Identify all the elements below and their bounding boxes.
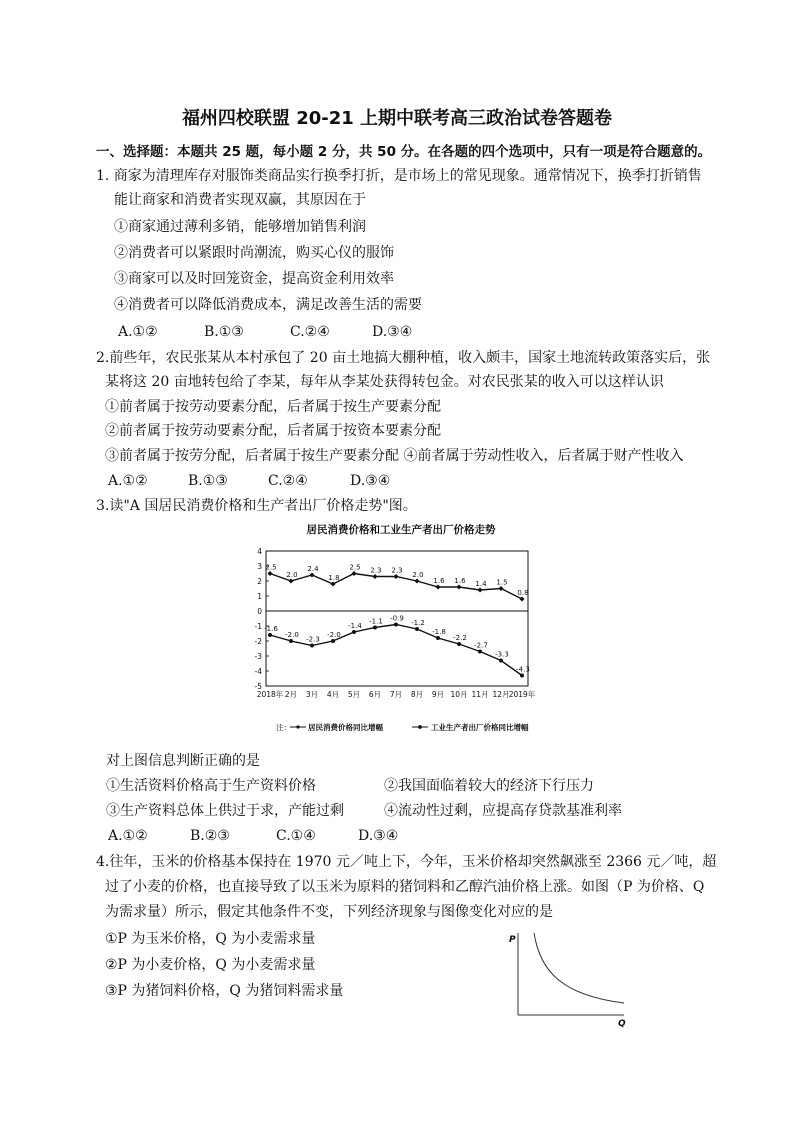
q4-item-2: ②P 为小麦价格，Q 为小麦需求量 [105, 957, 316, 973]
q2-item-1: ①前者属于按劳动要素分配，后者属于按生产要素分配 [105, 399, 441, 415]
series-1-point [414, 578, 419, 583]
q4-stem-line1: 4.往年，玉米的价格基本保持在 1970 元／吨上下，今年，玉米价格却突然飙涨至 2366 元／吨，超 [96, 854, 717, 870]
q3-item-2: ②我国面临着较大的经济下行压力 [384, 778, 594, 794]
y-tick-label: -4 [254, 667, 262, 676]
q3-option-a: A.①② [108, 828, 148, 844]
series-line-2 [270, 625, 522, 676]
y-tick-label: 0 [257, 607, 262, 616]
x-tick-label: 8月 [410, 690, 424, 699]
demand-curve-graph [500, 925, 640, 1030]
y-tick-label: 1 [257, 592, 262, 601]
series-1-data-label: 1.6 [433, 577, 445, 585]
series-2-data-label: -1.1 [369, 617, 383, 626]
y-tick-label: -5 [254, 682, 262, 691]
x-tick-label: 4月 [326, 690, 340, 699]
series-2-point [268, 633, 272, 637]
q4-stem-line3: 为需求量）所示，假定其他条件不变，下列经济现象与图像变化对应的是 [105, 904, 553, 920]
q2-item-2: ②前者属于按劳动要素分配，后者属于按资本要素分配 [105, 423, 441, 439]
q3-question: 对上图信息判断正确的是 [106, 753, 260, 769]
series-1-data-label: 1.4 [475, 580, 487, 588]
series-2-data-label: -2.3 [306, 635, 320, 644]
series-1-point [330, 581, 335, 586]
x-tick-label: 7月 [389, 690, 403, 699]
series-2-data-label: -1.4 [348, 622, 362, 630]
y-tick-label: 4 [257, 547, 262, 556]
series-2-data-label: -2.7 [474, 641, 488, 650]
q4-item-3: ③P 为猪饲料价格，Q 为猪饲料需求量 [105, 983, 344, 999]
series-2-data-label: -2.0 [285, 631, 299, 639]
q4-stem-line2: 过了小麦的价格，也直接导致了以玉米为原料的猪饲料和乙醇汽油价格上涨。如图（P 为价格、Q [105, 879, 705, 895]
series-1-data-label: 2.3 [370, 566, 382, 575]
chart-legend-series-1: 居民消费价格同比增幅 [308, 723, 383, 732]
series-1-data-label: 0.8 [517, 589, 529, 597]
series-1-point [393, 574, 398, 579]
price-trend-chart [246, 518, 556, 738]
x-tick-label: 2018年 [256, 690, 284, 699]
series-2-data-label: -1.2 [411, 619, 425, 627]
series-1-point [309, 572, 314, 577]
q1-stem-line1: 1. 商家为清理库存对服饰类商品实行换季打折，是市场上的常见现象。通常情况下，换季打折销售 [96, 168, 702, 184]
q3-item-1: ①生活资料价格高于生产资料价格 [106, 778, 316, 794]
q4-item-1: ①P 为玉米价格，Q 为小麦需求量 [105, 931, 316, 947]
x-tick-label: 9月 [431, 690, 445, 699]
q1-option-b: B.①③ [204, 324, 244, 340]
series-1-data-label: 1.8 [328, 574, 340, 582]
series-2-data-label: -3.3 [495, 650, 509, 659]
series-1-data-label: 1.6 [454, 577, 466, 585]
chart-title: 居民消费价格和工业生产者出厂价格走势 [306, 524, 496, 536]
x-tick-label: 11月 [471, 690, 489, 699]
series-1-point [351, 571, 356, 576]
series-2-point [394, 623, 398, 627]
graph-demand-curve [534, 933, 624, 1003]
graph-p-label: P [509, 935, 516, 945]
series-1-point [288, 578, 293, 583]
series-2-point [415, 627, 419, 631]
series-1-point [498, 586, 503, 591]
q1-option-c: C.②④ [290, 324, 330, 340]
q1-item-2: ②消费者可以紧跟时尚潮流，购买心仪的服饰 [114, 245, 394, 261]
q1-stem-line2: 能让商家和消费者实现双赢，其原因在于 [114, 192, 366, 208]
q2-option-c: C.②④ [268, 473, 308, 489]
series-1-data-label: 2.3 [391, 566, 403, 575]
y-tick-label: -1 [254, 622, 262, 631]
y-tick-label: 2 [257, 577, 262, 586]
series-1-data-label: 2.0 [412, 571, 424, 579]
series-2-data-label: -2.2 [453, 634, 467, 642]
series-2-point [436, 636, 440, 640]
page-title: 福州四校联盟 20-21 上期中联考高三政治试卷答题卷 [181, 108, 613, 129]
q3-item-3: ③生产资料总体上供过于求，产能过剩 [106, 803, 344, 819]
q1-item-3: ③商家可以及时回笼资金，提高资金利用效率 [114, 271, 394, 287]
x-tick-label: 5月 [347, 690, 361, 699]
series-2-point [520, 674, 524, 678]
q2-item-3: ③前者属于按劳分配，后者属于按生产要素分配 ④前者属于劳动性收入，后者属于财产性收入 [105, 448, 684, 464]
series-2-data-label: -4.3 [516, 665, 530, 674]
series-1-point [456, 584, 461, 589]
x-tick-label: 12月 [492, 690, 510, 699]
y-tick-label: -2 [254, 637, 262, 646]
q1-option-d: D.③④ [372, 324, 413, 340]
q2-stem-line2: 某将这 20 亩地转包给了李某，每年从李某处获得转包金。对农民张某的收入可以这样认识 [105, 374, 664, 390]
series-1-point [519, 596, 524, 601]
series-1-data-label: 1.5 [496, 578, 508, 587]
series-2-point [478, 650, 482, 654]
chart-plot-area [255, 547, 536, 699]
y-tick-label: 3 [257, 562, 262, 571]
graph-q-label: Q [618, 1019, 626, 1029]
x-tick-label: 6月 [368, 690, 382, 699]
series-2-data-label: -1.8 [432, 628, 446, 636]
series-1-point [477, 587, 482, 592]
q2-option-d: D.③④ [350, 473, 391, 489]
y-tick-label: -3 [254, 652, 262, 661]
series-2-data-label: -2.0 [327, 631, 341, 639]
series-2-point [331, 639, 335, 643]
q2-option-a: A.①② [108, 473, 148, 489]
q1-option-a: A.①② [118, 324, 158, 340]
series-1-point [435, 584, 440, 589]
x-tick-label: 3月 [305, 690, 319, 699]
series-2-point [289, 639, 293, 643]
chart-legend-prefix: 注： [276, 723, 291, 732]
series-1-data-label: 2.0 [286, 571, 298, 579]
series-2-data-label: -1.6 [264, 625, 278, 633]
x-tick-label: 10月 [450, 690, 468, 699]
q3-stem: 3.读"A 国居民消费价格和生产者出厂价格走势"图。 [96, 498, 417, 514]
series-2-point [352, 630, 356, 634]
q2-option-b: B.①③ [188, 473, 228, 489]
series-2-point [373, 626, 377, 630]
series-1-data-label: 2.4 [307, 565, 319, 573]
series-2-point [310, 644, 314, 648]
x-tick-label: 2月 [284, 690, 298, 699]
series-2-point [499, 659, 503, 663]
series-1-data-label: 2.5 [349, 563, 361, 572]
q3-option-b: B.②③ [190, 828, 230, 844]
series-2-data-label: -0.9 [390, 614, 404, 623]
x-tick-label: 2019年 [508, 690, 536, 699]
q3-item-4: ④流动性过剩，应提高存贷款基准利率 [384, 803, 622, 819]
chart-legend [276, 722, 529, 732]
series-2-point [457, 642, 461, 646]
section-heading: 一、选择题：本题共 25 题，每小题 2 分，共 50 分。在各题的四个选项中，只有一项是符合题意的。 [96, 144, 712, 160]
q1-item-1: ①商家通过薄利多销，能够增加销售利润 [114, 219, 366, 235]
q3-option-d: D.③④ [358, 828, 399, 844]
series-1-point [267, 571, 272, 576]
series-1-point [372, 574, 377, 579]
q1-item-4: ④消费者可以降低消费成本，满足改善生活的需要 [114, 297, 422, 313]
chart-legend-series-2: 工业生产者出厂价格同比增幅 [431, 723, 529, 732]
q3-option-c: C.①④ [276, 828, 316, 844]
q2-stem-line1: 2.前些年，农民张某从本村承包了 20 亩土地搞大棚种植，收入颇丰，国家土地流转政策落实后，张 [96, 350, 711, 366]
series-1-data-label: 2.5 [265, 563, 277, 572]
